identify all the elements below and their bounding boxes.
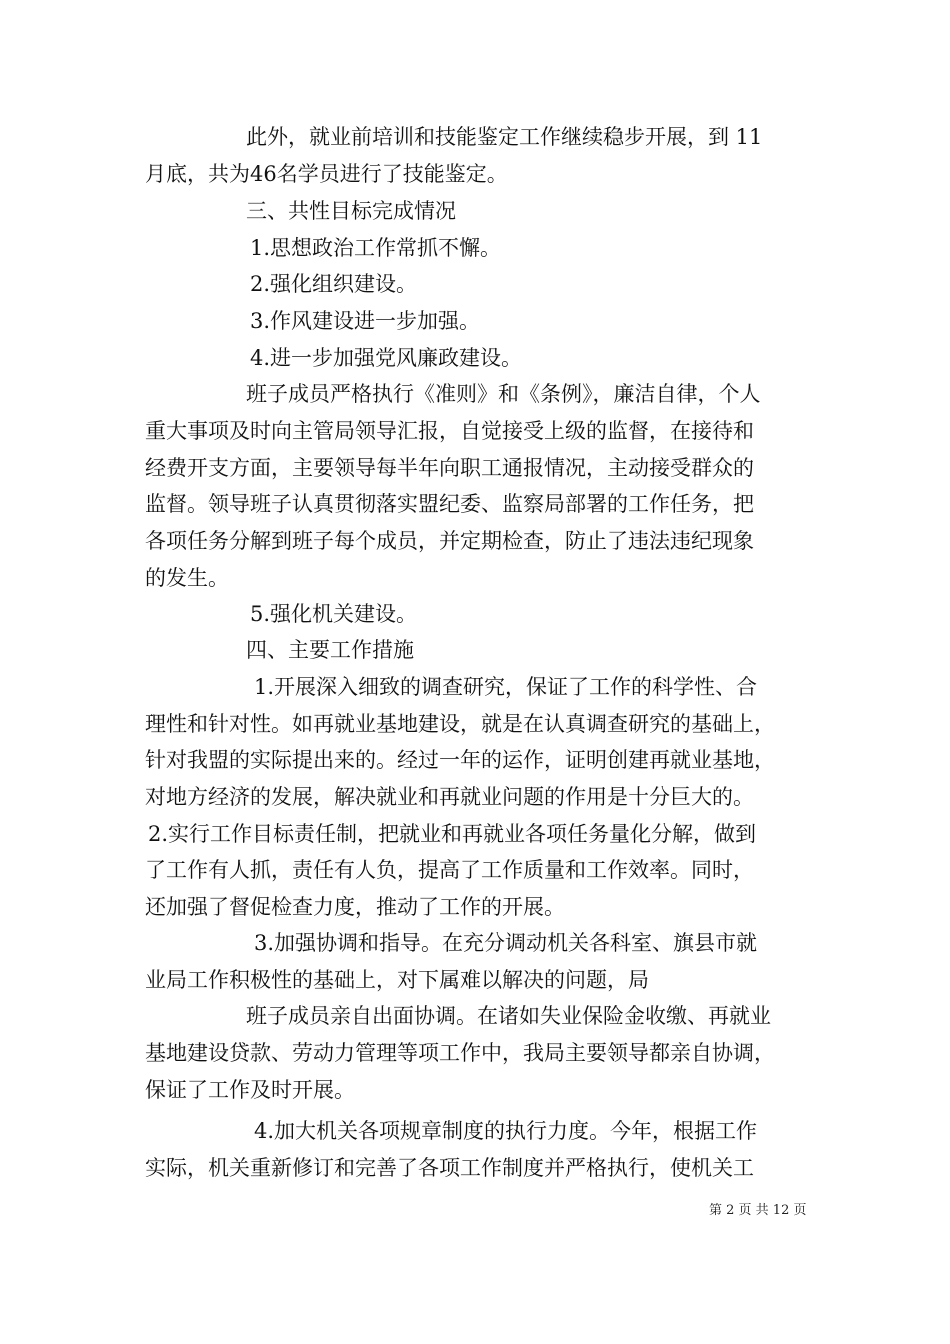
line-text: 业局工作积极性的基础上，对下属难以解决的问题，局 bbox=[145, 968, 649, 992]
line-text: 班子成员严格执行《准则》和《条例》，廉洁自律，个人 bbox=[246, 382, 761, 406]
line-text: 2.实行工作目标责任制，把就业和再就业各项任务量化分解，做到 bbox=[148, 822, 757, 846]
list-item bbox=[0, 340, 950, 376]
text-line bbox=[0, 1113, 950, 1149]
line-text: 1.思想政治工作常抓不懈。 bbox=[250, 236, 502, 260]
section-heading bbox=[0, 632, 950, 668]
section-heading bbox=[0, 193, 950, 229]
line-text: 4.加大机关各项规章制度的执行力度。今年，根据工作 bbox=[254, 1119, 758, 1143]
text-line bbox=[0, 962, 950, 998]
line-text: 实际，机关重新修订和完善了各项工作制度并严格执行，使机关工 bbox=[145, 1156, 754, 1180]
line-text: 经费开支方面，主要领导每半年向职工通报情况，主动接受群众的 bbox=[145, 456, 754, 480]
text-line bbox=[0, 486, 950, 522]
text-line bbox=[0, 450, 950, 486]
line-text: 各项任务分解到班子每个成员，并定期检查，防止了违法违纪现象 bbox=[145, 529, 754, 553]
line-text: 的发生。 bbox=[145, 566, 229, 590]
text-line bbox=[0, 413, 950, 449]
line-text: 还加强了督促检查力度，推动了工作的开展。 bbox=[145, 895, 565, 919]
list-item bbox=[0, 303, 950, 339]
line-text: 基地建设贷款、劳动力管理等项工作中，我局主要领导都亲自协调， bbox=[145, 1041, 775, 1065]
text-line bbox=[0, 816, 950, 852]
line-text: 监督。领导班子认真贯彻落实盟纪委、监察局部署的工作任务，把 bbox=[145, 492, 754, 516]
line-text: 3.作风建设进一步加强。 bbox=[250, 309, 481, 333]
line-text: 针对我盟的实际提出来的。经过一年的运作，证明创建再就业基地， bbox=[145, 748, 775, 772]
text-line bbox=[0, 156, 950, 192]
list-item bbox=[0, 230, 950, 266]
text-line bbox=[0, 852, 950, 888]
text-line bbox=[0, 1035, 950, 1071]
text-line bbox=[0, 998, 950, 1034]
text-line bbox=[0, 119, 950, 155]
list-item bbox=[0, 266, 950, 302]
text-line bbox=[0, 376, 950, 412]
line-text: 四、主要工作措施 bbox=[246, 638, 414, 662]
line-text: 班子成员亲自出面协调。在诸如失业保险金收缴、再就业 bbox=[246, 1004, 771, 1028]
text-line bbox=[0, 742, 950, 778]
text-line bbox=[0, 669, 950, 705]
line-text: 保证了工作及时开展。 bbox=[145, 1078, 355, 1102]
text-line bbox=[0, 523, 950, 559]
line-text: 对地方经济的发展，解决就业和再就业问题的作用是十分巨大的。 bbox=[145, 785, 754, 809]
line-text: 5.强化机关建设。 bbox=[250, 602, 418, 626]
text-line bbox=[0, 706, 950, 742]
line-text: 此外，就业前培训和技能鉴定工作继续稳步开展，到 11 bbox=[246, 125, 763, 149]
text-line bbox=[0, 560, 950, 596]
text-line bbox=[0, 925, 950, 961]
page-number-footer: 第 2 页 共 12 页 bbox=[709, 1203, 807, 1218]
line-text: 1.开展深入细致的调查研究，保证了工作的科学性、合 bbox=[254, 675, 758, 699]
line-text: 了工作有人抓，责任有人负，提高了工作质量和工作效率。同时， bbox=[145, 858, 754, 882]
line-text: 4.进一步加强党风廉政建设。 bbox=[250, 346, 523, 370]
text-line bbox=[0, 889, 950, 925]
line-text: 2.强化组织建设。 bbox=[250, 272, 418, 296]
text-line bbox=[0, 779, 950, 815]
line-text: 月底，共为46名学员进行了技能鉴定。 bbox=[145, 162, 508, 186]
text-line bbox=[0, 1072, 950, 1108]
line-text: 三、共性目标完成情况 bbox=[246, 199, 456, 223]
list-item bbox=[0, 596, 950, 632]
text-line bbox=[0, 1150, 950, 1186]
line-text: 理性和针对性。如再就业基地建设，就是在认真调查研究的基础上， bbox=[145, 712, 775, 736]
line-text: 重大事项及时向主管局领导汇报，自觉接受上级的监督，在接待和 bbox=[145, 419, 754, 443]
line-text: 3.加强协调和指导。在充分调动机关各科室、旗县市就 bbox=[254, 931, 758, 955]
